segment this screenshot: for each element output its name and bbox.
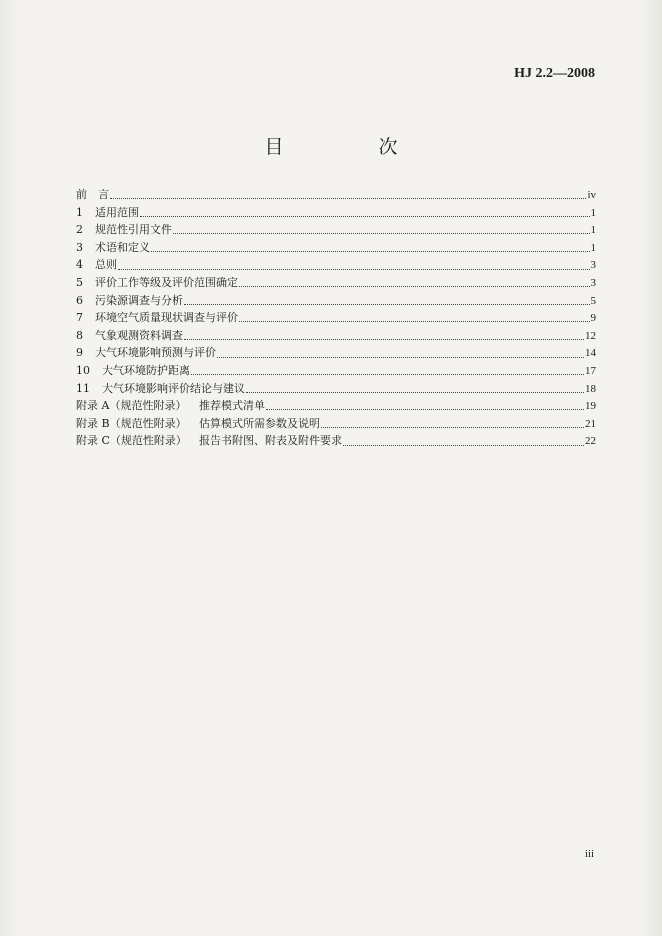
dot-leader <box>246 392 584 393</box>
toc-entry-number: 9 <box>76 346 83 360</box>
toc-entry-label: 术语和定义 <box>95 240 150 254</box>
toc-entry-label: 大气环境防护距离 <box>102 363 190 377</box>
toc-entry[interactable] <box>76 274 596 292</box>
toc-entry[interactable] <box>76 221 596 239</box>
toc-entry-number: 5 <box>76 275 83 289</box>
toc-entry[interactable] <box>76 380 596 398</box>
dot-leader <box>217 357 584 358</box>
toc-entry[interactable] <box>76 362 596 380</box>
toc-entry-number: 附录 A（规范性附录） <box>76 399 187 413</box>
toc-entry-label: 估算模式所需参数及说明 <box>199 416 320 430</box>
dot-leader <box>191 374 584 375</box>
toc-entry[interactable] <box>76 309 596 327</box>
toc-entry[interactable] <box>76 186 596 204</box>
toc-entry-number: 11 <box>76 381 90 395</box>
dot-leader <box>184 304 590 305</box>
toc-entry-page: 18 <box>585 382 596 395</box>
toc-entry-number: 7 <box>76 311 83 325</box>
toc-entry-label: 评价工作等级及评价范围确定 <box>95 275 238 289</box>
toc-entry-page: 1 <box>590 206 596 219</box>
dot-leader <box>343 445 584 446</box>
toc-entry-label: 报告书附图、附表及附件要求 <box>199 434 342 448</box>
toc-entry-number: 10 <box>76 363 90 377</box>
toc-entry-label: 污染源调查与分析 <box>95 293 183 307</box>
table-of-contents <box>76 186 596 450</box>
page-title: 目 次 <box>264 136 436 158</box>
toc-entry-number: 附录 B（规范性附录） <box>76 416 187 430</box>
dot-leader <box>266 409 584 410</box>
toc-entry[interactable] <box>76 239 596 257</box>
toc-entry-page: 12 <box>585 329 596 342</box>
dot-leader <box>239 321 590 322</box>
toc-entry-page: 3 <box>590 259 596 272</box>
toc-entry-page: 9 <box>590 312 596 325</box>
toc-entry-number: 4 <box>76 258 83 272</box>
toc-entry-page: iv <box>587 189 596 201</box>
standard-code: HJ 2.2—2008 <box>514 66 595 81</box>
toc-entry[interactable] <box>76 204 596 222</box>
toc-entry-label: 推荐模式清单 <box>199 399 265 413</box>
toc-entry-page: 1 <box>590 224 596 237</box>
toc-entry[interactable] <box>76 292 596 310</box>
toc-entry-label: 环境空气质量现状调查与评价 <box>95 311 238 325</box>
dot-leader <box>140 216 590 217</box>
toc-entry-number: 6 <box>76 293 83 307</box>
toc-entry-number: 8 <box>76 328 83 342</box>
toc-entry-page: 5 <box>590 294 596 307</box>
toc-entry[interactable] <box>76 256 596 274</box>
toc-entry-number: 1 <box>76 205 83 219</box>
toc-entry-label: 前 言 <box>76 188 109 201</box>
toc-entry[interactable] <box>76 432 596 450</box>
dot-leader <box>173 233 590 234</box>
toc-entry-label: 总则 <box>95 258 117 272</box>
toc-entry-label: 气象观测资料调查 <box>95 328 183 342</box>
dot-leader <box>118 269 590 270</box>
dot-leader <box>239 286 590 287</box>
toc-entry[interactable] <box>76 397 596 415</box>
toc-entry[interactable] <box>76 344 596 362</box>
toc-entry-page: 1 <box>590 241 596 254</box>
toc-entry-page: 17 <box>585 364 596 377</box>
toc-entry-page: 21 <box>585 417 596 430</box>
toc-entry[interactable] <box>76 327 596 345</box>
toc-entry-label: 规范性引用文件 <box>95 223 172 237</box>
dot-leader <box>151 251 590 252</box>
toc-entry-label: 大气环境影响评价结论与建议 <box>102 381 245 395</box>
dot-leader <box>321 427 584 428</box>
dot-leader <box>110 198 586 199</box>
toc-entry-number: 附录 C（规范性附录） <box>76 434 187 448</box>
toc-entry-number: 3 <box>76 240 83 254</box>
toc-entry-label: 适用范围 <box>95 205 139 219</box>
toc-entry-label: 大气环境影响预测与评价 <box>95 346 216 360</box>
page-number: iii <box>584 848 594 860</box>
toc-entry-page: 22 <box>585 435 596 448</box>
toc-entry-page: 19 <box>585 400 596 413</box>
dot-leader <box>184 339 584 340</box>
toc-entry-number: 2 <box>76 223 83 237</box>
toc-entry-page: 3 <box>590 276 596 289</box>
toc-entry-page: 14 <box>585 347 596 360</box>
toc-entry[interactable] <box>76 415 596 433</box>
